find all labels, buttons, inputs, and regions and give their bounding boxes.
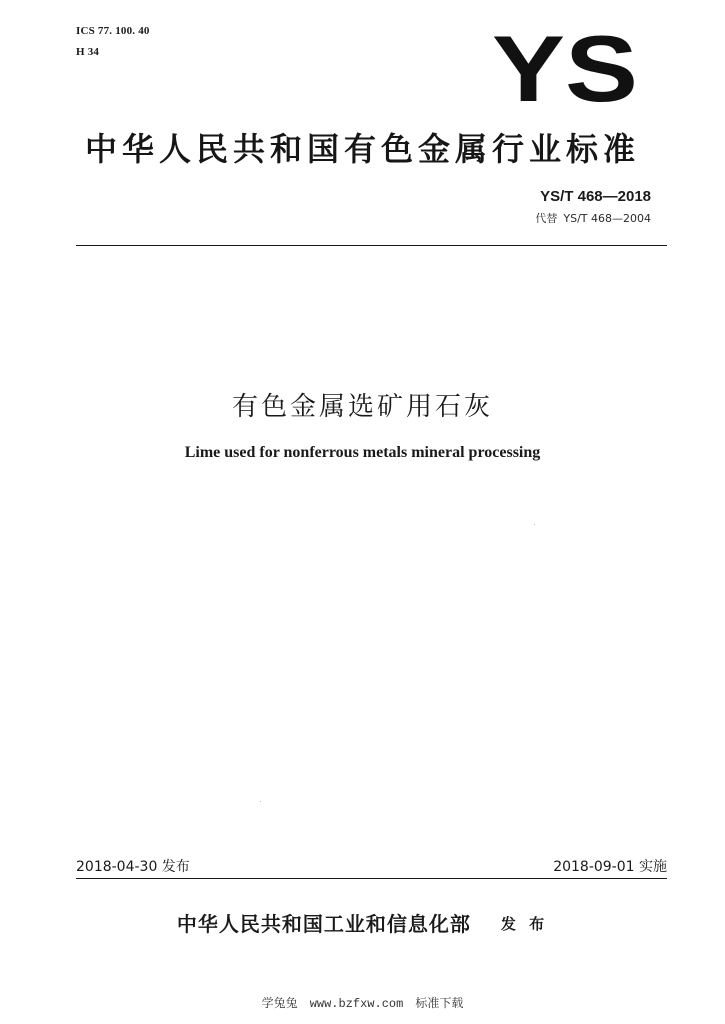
footer-label: 标准下载 (415, 996, 464, 1010)
issuer-action: 发 布 (500, 915, 549, 933)
issue-date: 2018-04-30 发布 (76, 859, 190, 875)
issuer-line (0, 908, 725, 937)
standard-number: YS/T 468—2018 (540, 188, 651, 205)
document-title-chinese: 有色金属选矿用石灰 (231, 392, 493, 422)
footer-brand: 学兔兔 (261, 996, 298, 1010)
ys-logo (490, 28, 640, 108)
issuer-name: 中华人民共和国工业和信息化部 (176, 912, 471, 936)
replaces-line (535, 210, 651, 226)
document-title-english: Lime used for nonferrous metals mineral processing (184, 444, 541, 461)
replaces-label: 代替 (535, 212, 558, 225)
footer-divider (76, 878, 667, 879)
implementation-date: 2018-09-01 实施 (553, 859, 667, 875)
replaces-number: YS/T 468—2004 (563, 212, 651, 225)
watermark-footer (0, 994, 725, 1011)
header-divider (76, 245, 667, 246)
ys-logo-graphic (490, 28, 640, 108)
scan-speck (534, 524, 535, 525)
ics-code: ICS 77. 100. 40 (76, 25, 150, 37)
scan-speck (260, 801, 261, 802)
header-title: 中华人民共和国有色金属行业标准 (84, 130, 640, 168)
ys-logo-text: YS (492, 28, 638, 108)
footer-site-link[interactable]: www.bzfxw.com (309, 997, 404, 1011)
ccs-code: H 34 (76, 46, 100, 58)
